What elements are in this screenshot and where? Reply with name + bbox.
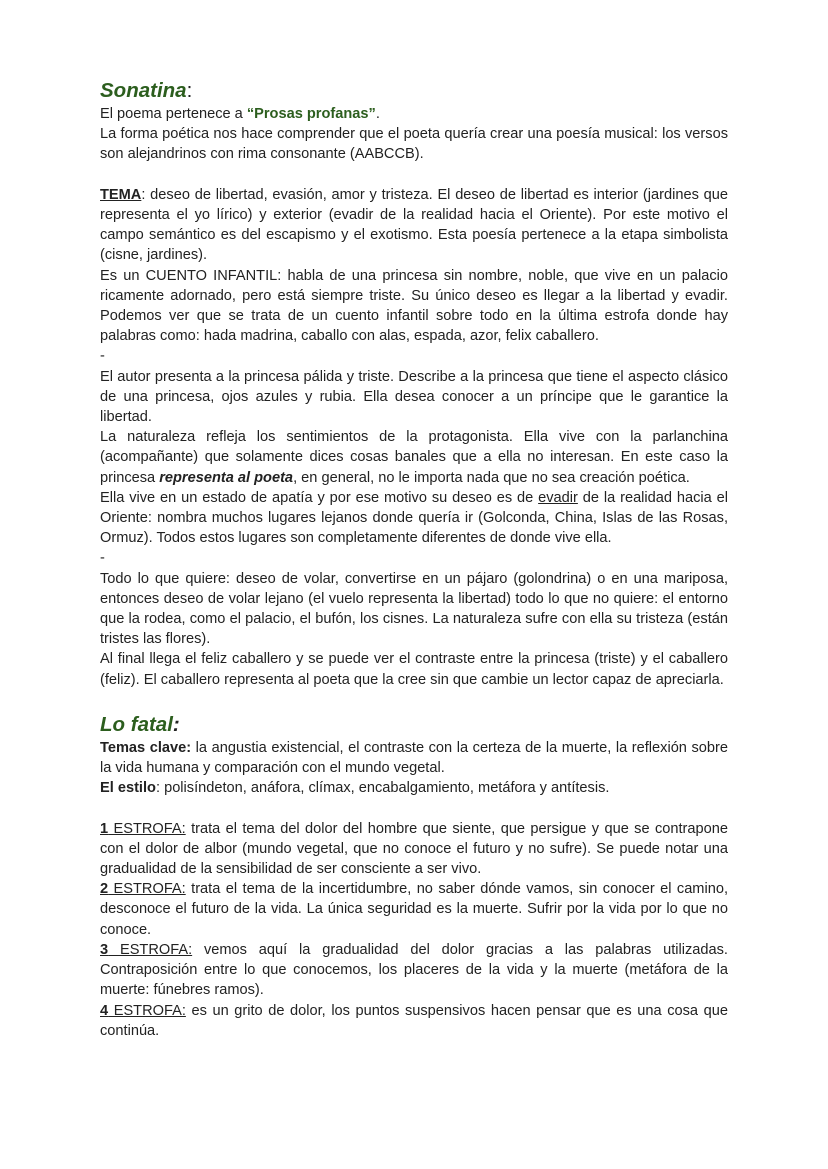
estrofa-label: ESTROFA: (108, 881, 186, 898)
dash-separator: - (100, 348, 105, 365)
estilo-label: El estilo (100, 780, 156, 797)
lofatal-temas (100, 738, 728, 778)
intro-suffix: . (375, 106, 380, 122)
estrofa-text: trata el tema de la incertidumbre, no saber dónde vamos, sin conocer el camino, desconoce el futuro de la vida. La única seguridad es la muerte. Sufrir por la vida por lo que no conoce. (100, 881, 728, 938)
estrofa-text: trata el tema del dolor del hombre que siente, que persigue y que se contrapone con el dolor de albor (mundo vegetal, que no conoce el futuro y no sufre). Se puede notar una gradualidad de la sensibilidad de ser consciente a ser vivo. (100, 820, 729, 878)
apatia-text-b: de la realidad hacia el Oriente: nombra muchos lugares lejanos donde quería ir (Golconda, China, Islas de las Rosas, Ormuz). Todos estos lugares son completamente diferentes de donde vive ella. (100, 489, 728, 547)
sonatina-title: Sonatina (100, 79, 187, 102)
sonatina-tema (100, 185, 728, 266)
apatia-text-a: Ella vive en un estado de apatía y por ese motivo su deseo es de (100, 489, 539, 506)
estrofa-number: 2 (100, 881, 109, 898)
sonatina-naturaleza (100, 427, 728, 488)
estrofa-text: vemos aquí la gradualidad del dolor gracias a las palabras utilizadas. Contraposición entre lo que conocemos, los placeres de la vida y la muerte (metáfora de la muerte: fúnebres ramos). (100, 941, 728, 999)
estrofa-1 (100, 819, 728, 880)
dash-separator: - (100, 550, 105, 567)
lofatal-heading (100, 712, 728, 738)
estrofa-label: ESTROFA: (108, 820, 186, 837)
sonatina-apatia (100, 488, 728, 549)
tema-text: : deseo de libertad, evasión, amor y tristeza. El deseo de libertad es interior (jardines que representa el yo lírico) y exterior (evadir de la realidad hacia el Oriente). Por este motivo el campo semántico es del escapismo y el exotismo. Esta poesía pertenece a la etapa simbolista (cisne, jardines). (100, 186, 728, 264)
lofatal-title: Lo fatal (100, 712, 173, 736)
sonatina-intro (100, 104, 728, 124)
temas-label: Temas clave: (100, 739, 192, 756)
sonatina-cuento: Es un CUENTO INFANTIL: habla de una princesa sin nombre, noble, que vive en un palacio ricamente adornado, pero está siempre triste. Su único deseo es llegar a la libertad y evadir. Podemos ver que se trata de un cuento infantil sobre todo en la última estrofa donde hay palabras como: hada madrina, caballo con alas, espada, azor, felix caballero. (100, 267, 728, 345)
sonatina-title-colon: : (186, 79, 193, 102)
estrofa-number: 4 (100, 1002, 109, 1019)
intro-prefix: El poema pertenece a (100, 106, 247, 122)
lofatal-title-colon: : (172, 712, 180, 736)
estrofa-number: 3 (100, 941, 109, 958)
sonatina-final: Al final llega el feliz caballero y se puede ver el contraste entre la princesa (triste) y el caballero (feliz). El caballero representa al poeta que la cree sin que cambie un lector capaz de apreciarla. (100, 651, 728, 688)
estrofa-number: 1 (100, 820, 109, 837)
estrofa-2 (100, 879, 728, 940)
naturaleza-text-a: La naturaleza refleja los sentimientos de la protagonista. Ella vive con la parlanchina (acompañante) que solamente dices cosas banales que a ella no interesan. En este caso la princesa (100, 429, 728, 486)
sonatina-forma: La forma poética nos hace comprender que el poeta quería crear una poesía musical: los versos son alejandrinos con rima consonante (AABCCB). (100, 126, 728, 163)
estrofa-4 (100, 1001, 728, 1041)
naturaleza-emphasis: representa al poeta (159, 469, 294, 486)
sonatina-autor: El autor presenta a la princesa pálida y triste. Describe a la princesa que tiene el aspecto clásico de una princesa, ojos azules y rubia. Ella desea conocer a un príncipe que le garantice la libertad. (100, 368, 728, 426)
spacer (100, 798, 728, 818)
estrofa-label: ESTROFA: (108, 1002, 186, 1019)
sonatina-heading (100, 78, 728, 104)
estrofa-label: ESTROFA: (108, 941, 193, 958)
estilo-text: : polisíndeton, anáfora, clímax, encabalgamiento, metáfora y antítesis. (155, 780, 610, 797)
spacer (100, 165, 728, 185)
estrofa-3 (100, 940, 728, 1001)
lofatal-estilo (100, 778, 728, 798)
sonatina-quiere: Todo lo que quiere: deseo de volar, convertirse en un pájaro (golondrina) o en una mariposa, entonces deseo de volar lejano (el vuelo representa la libertad) todo lo que no quiere: el entorno que la rodea, como el palacio, el bufón, los cisnes. La naturaleza sufre con ella su tristeza (están tristes las flores). (100, 570, 728, 648)
tema-label: TEMA (100, 186, 142, 203)
temas-text: la angustia existencial, el contraste con la certeza de la muerte, la reflexión sobre la vida humana y comparación con el mundo vegetal. (100, 739, 728, 777)
book-title: “Prosas profanas” (246, 106, 376, 122)
estrofa-text: es un grito de dolor, los puntos suspensivos hacen pensar que es una cosa que continúa. (100, 1002, 728, 1039)
apatia-underlined: evadir (538, 489, 578, 506)
naturaleza-text-b: , en general, no le importa nada que no sea creación poética. (293, 469, 690, 486)
